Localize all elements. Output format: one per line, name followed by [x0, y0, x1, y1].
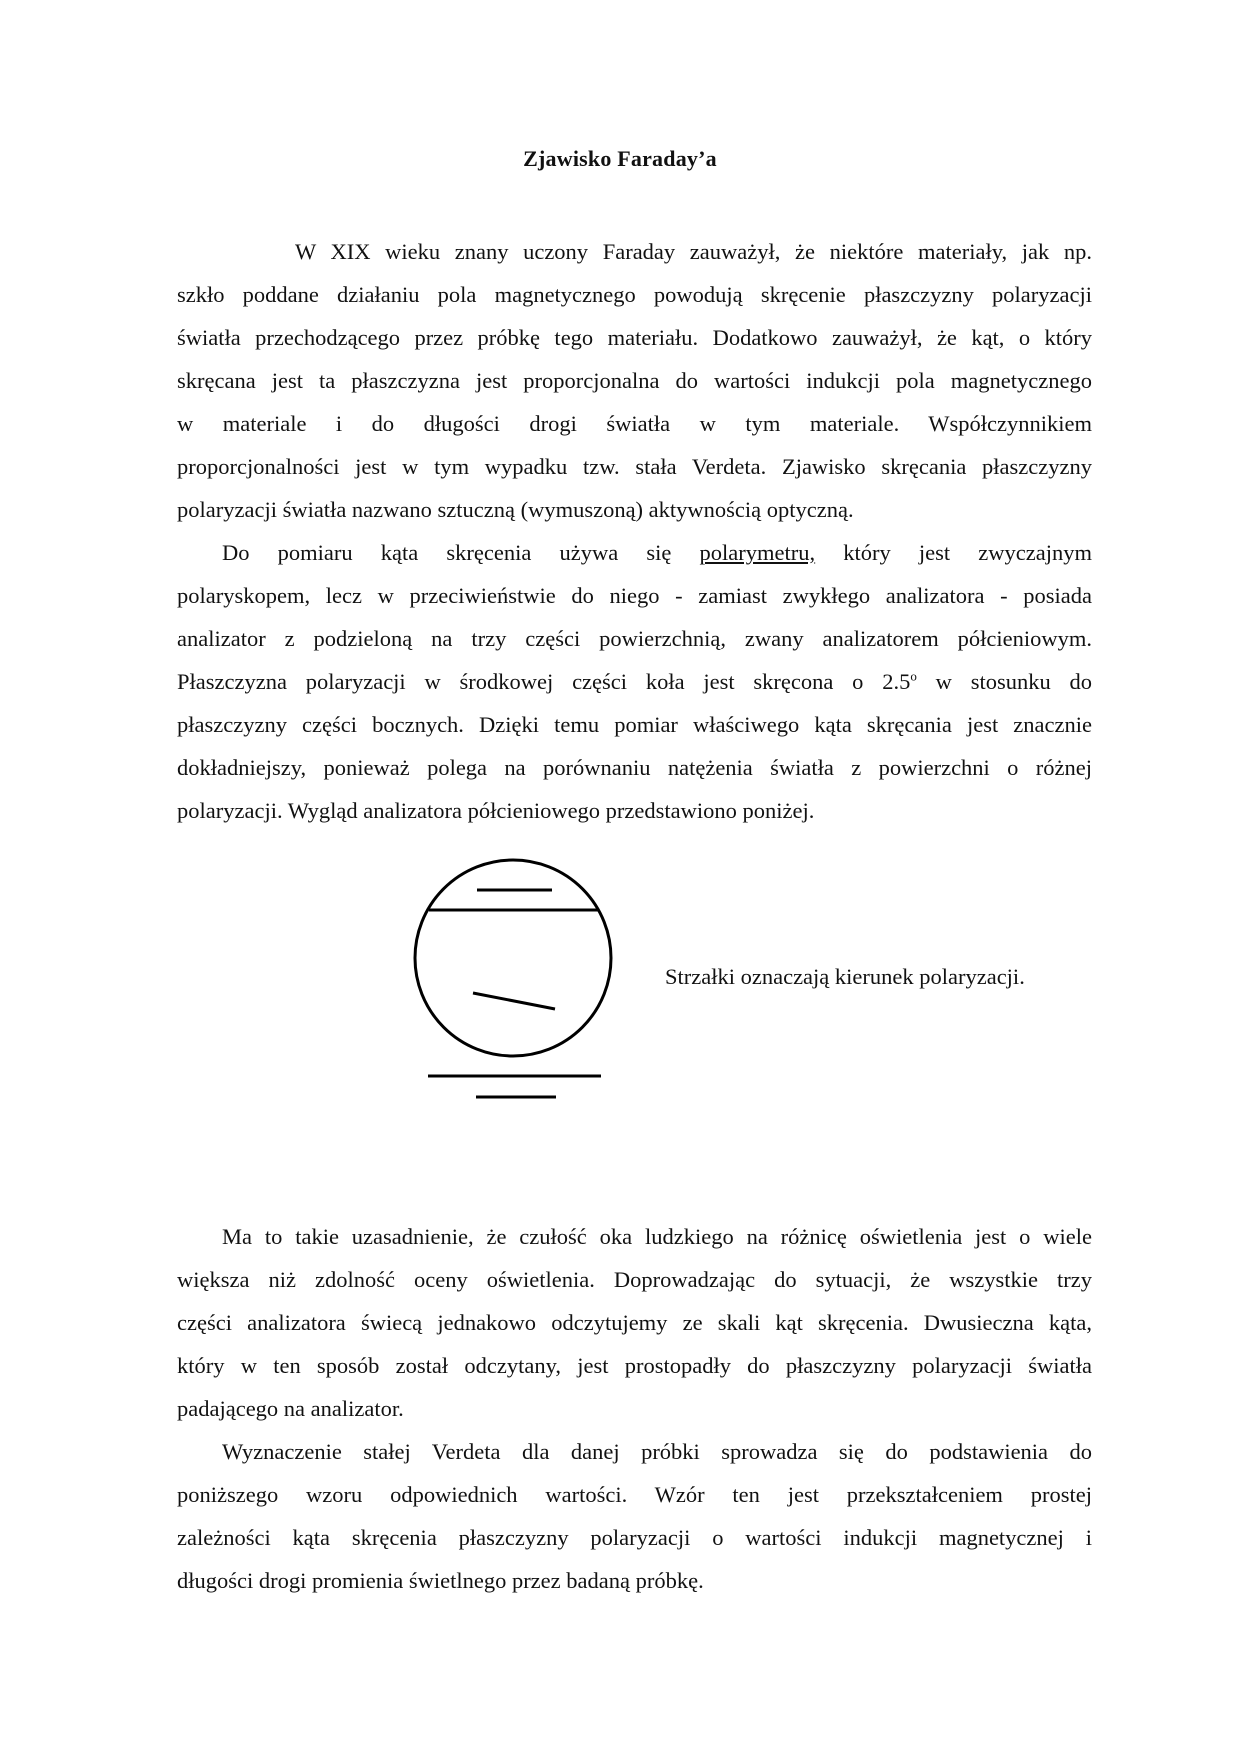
text-line: polaryskopem, lecz w przeciwieństwie do niego - zamiast zwykłego analizatora - posiada [177, 583, 1092, 608]
paragraph-polarimeter [177, 531, 1092, 832]
paragraph-intro [177, 230, 1092, 531]
text-line: poniższego wzoru odpowiednich wartości. Wzór ten jest przekształceniem prostej [177, 1482, 1092, 1507]
figure-caption: Strzałki oznaczają kierunek polaryzacji. [665, 964, 1025, 989]
text-line [177, 660, 1092, 703]
paragraph-verdet [177, 1430, 1092, 1602]
text-line: Ma to takie uzasadnienie, że czułość oka ludzkiego na różnicę oświetlenia jest o wiele [222, 1224, 1092, 1249]
paragraph-justification [177, 1215, 1092, 1430]
text-line: większa niż zdolność oceny oświetlenia. Doprowadzając do sytuacji, że wszystkie trzy [177, 1267, 1092, 1292]
text-line: szkło poddane działaniu pola magnetycznego powodują skręcenie płaszczyzny polaryzacji [177, 282, 1092, 307]
text-line: padającego na analizator. [177, 1396, 404, 1421]
text-line: części analizatora świecą jednakowo odczytujemy ze skali kąt skręcenia. Dwusieczna kąta, [177, 1310, 1092, 1335]
text-segment: który jest zwyczajnym [815, 540, 1092, 565]
half-shadow-analyzer-diagram [400, 840, 640, 1110]
text-line: dokładniejszy, ponieważ polega na porównaniu natężenia światła z powierzchni o różnej [177, 755, 1092, 780]
text-segment: Do pomiaru kąta skręcenia używa się [222, 540, 700, 565]
polarymetr-link[interactable]: polarymetru, [699, 540, 816, 565]
text-line: polaryzacji. Wygląd analizatora półcieniowego przedstawiono poniżej. [177, 798, 815, 823]
text-line: polaryzacji światła nazwano sztuczną (wymuszoną) aktywnością optyczną. [177, 497, 854, 522]
text-segment: w stosunku do [916, 669, 1093, 694]
document-title: Zjawisko Faraday’a [523, 146, 717, 171]
text-line [177, 531, 1092, 574]
text-line: światła przechodzącego przez próbkę tego materiału. Dodatkowo zauważył, że kąt, o który [177, 325, 1092, 350]
text-line: zależności kąta skręcenia płaszczyzny polaryzacji o wartości indukcji magnetycznej i [177, 1525, 1092, 1550]
degree-symbol: o [910, 668, 917, 684]
text-line: który w ten sposób został odczytany, jest prostopadły do płaszczyzny polaryzacji światła [177, 1353, 1092, 1378]
text-line: proporcjonalności jest w tym wypadku tzw. stała Verdeta. Zjawisko skręcania płaszczyzny [177, 454, 1092, 479]
text-line: analizator z podzieloną na trzy części powierzchnią, zwany analizatorem półcieniowym. [177, 626, 1092, 651]
analyzer-circle-icon [400, 840, 640, 1110]
text-line: Wyznaczenie stałej Verdeta dla danej próbki sprowadza się do podstawienia do [222, 1439, 1092, 1464]
text-line: w materiale i do długości drogi światła w tym materiale. Współczynnikiem [177, 411, 1092, 436]
text-line: skręcana jest ta płaszczyzna jest proporcjonalna do wartości indukcji pola magnetycznego [177, 368, 1092, 393]
text-segment: Płaszczyzna polaryzacji w środkowej części koła jest skręcona o 2.5 [177, 669, 911, 694]
text-line: W XIX wieku znany uczony Faraday zauważył, że niektóre materiały, jak np. [295, 239, 1092, 264]
text-line: płaszczyzny części bocznych. Dzięki temu pomiar właściwego kąta skręcania jest znacznie [177, 712, 1092, 737]
text-line: długości drogi promienia świetlnego przez badaną próbkę. [177, 1568, 704, 1593]
